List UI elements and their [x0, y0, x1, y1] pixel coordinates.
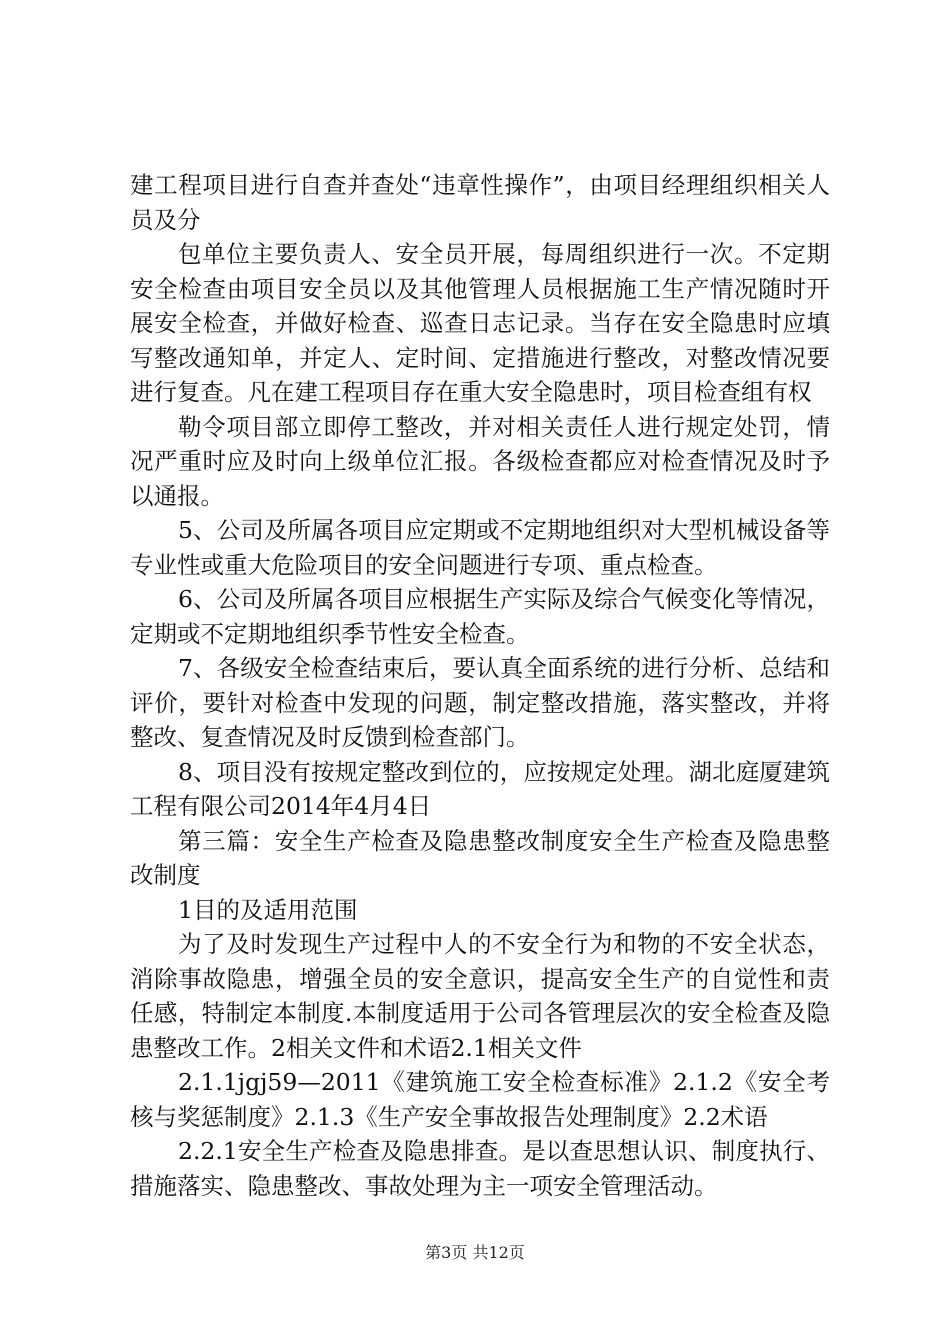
paragraph-item-7: 7、各级安全检查结束后，要认真全面系统的进行分析、总结和评价，要针对检查中发现的问题，制定整改措施，落实整改，并将整改、复查情况及时反馈到检查部门。 — [130, 654, 830, 751]
paragraph-purpose: 为了及时发现生产过程中人的不安全行为和物的不安全状态，消除事故隐患，增强全员的安全意识，提高安全生产的自觉性和责任感，特制定本制度.本制度适用于公司各管理层次的安全检查及隐患整改工作。2相关文件和术语2.1相关文件 — [130, 930, 830, 1062]
subsection-heading: 1目的及适用范围 — [178, 895, 358, 924]
section-heading: 第三篇：安全生产检查及隐患整改制度安全生产检查及隐患整改制度 — [130, 826, 830, 889]
paragraph-item-6: 6、公司及所属各项目应根据生产实际及综合气候变化等情况，定期或不定期地组织季节性安全检查。 — [130, 585, 830, 648]
paragraph-3: 勒令项目部立即停工整改，并对相关责任人进行规定处罚，情况严重时应及时向上级单位汇报。各级检查都应对检查情况及时予以通报。 — [130, 412, 830, 510]
paragraph-1: 建工程项目进行自查并查处“违章性操作”，由项目经理组织相关人员及分 — [130, 171, 830, 234]
paragraph-item-8: 8、项目没有按规定整改到位的，应按规定处理。湖北庭厦建筑工程有限公司2014年4月4日 — [130, 757, 830, 820]
paragraph-item-5: 5、公司及所属各项目应定期或不定期地组织对大型机械设备等专业性或重大危险项目的安全问题进行专项、重点检查。 — [130, 516, 830, 579]
page-footer: 第3页 共12页 — [425, 1243, 525, 1262]
paragraph-documents: 2.1.1jgj59—2011《建筑施工安全检查标准》2.1.2《安全考核与奖惩制度》2.1.3《生产安全事故报告处理制度》2.2术语 — [130, 1068, 830, 1131]
paragraph-2: 包单位主要负责人、安全员开展，每周组织进行一次。不定期安全检查由项目安全员以及其他管理人员根据施工生产情况随时开展安全检查，并做好检查、巡查日志记录。当存在安全隐患时应填写整改通知单，并定人、定时间、定措施进行整改，对整改情况要进行复查。凡在建工程项目存在重大安全隐患时，项目检查组有权 — [130, 240, 830, 406]
paragraph-terms: 2.2.1安全生产检查及隐患排查。是以查思想认识、制度执行、措施落实、隐患整改、事故处理为主一项安全管理活动。 — [130, 1137, 830, 1200]
document-body — [130, 168, 830, 1203]
